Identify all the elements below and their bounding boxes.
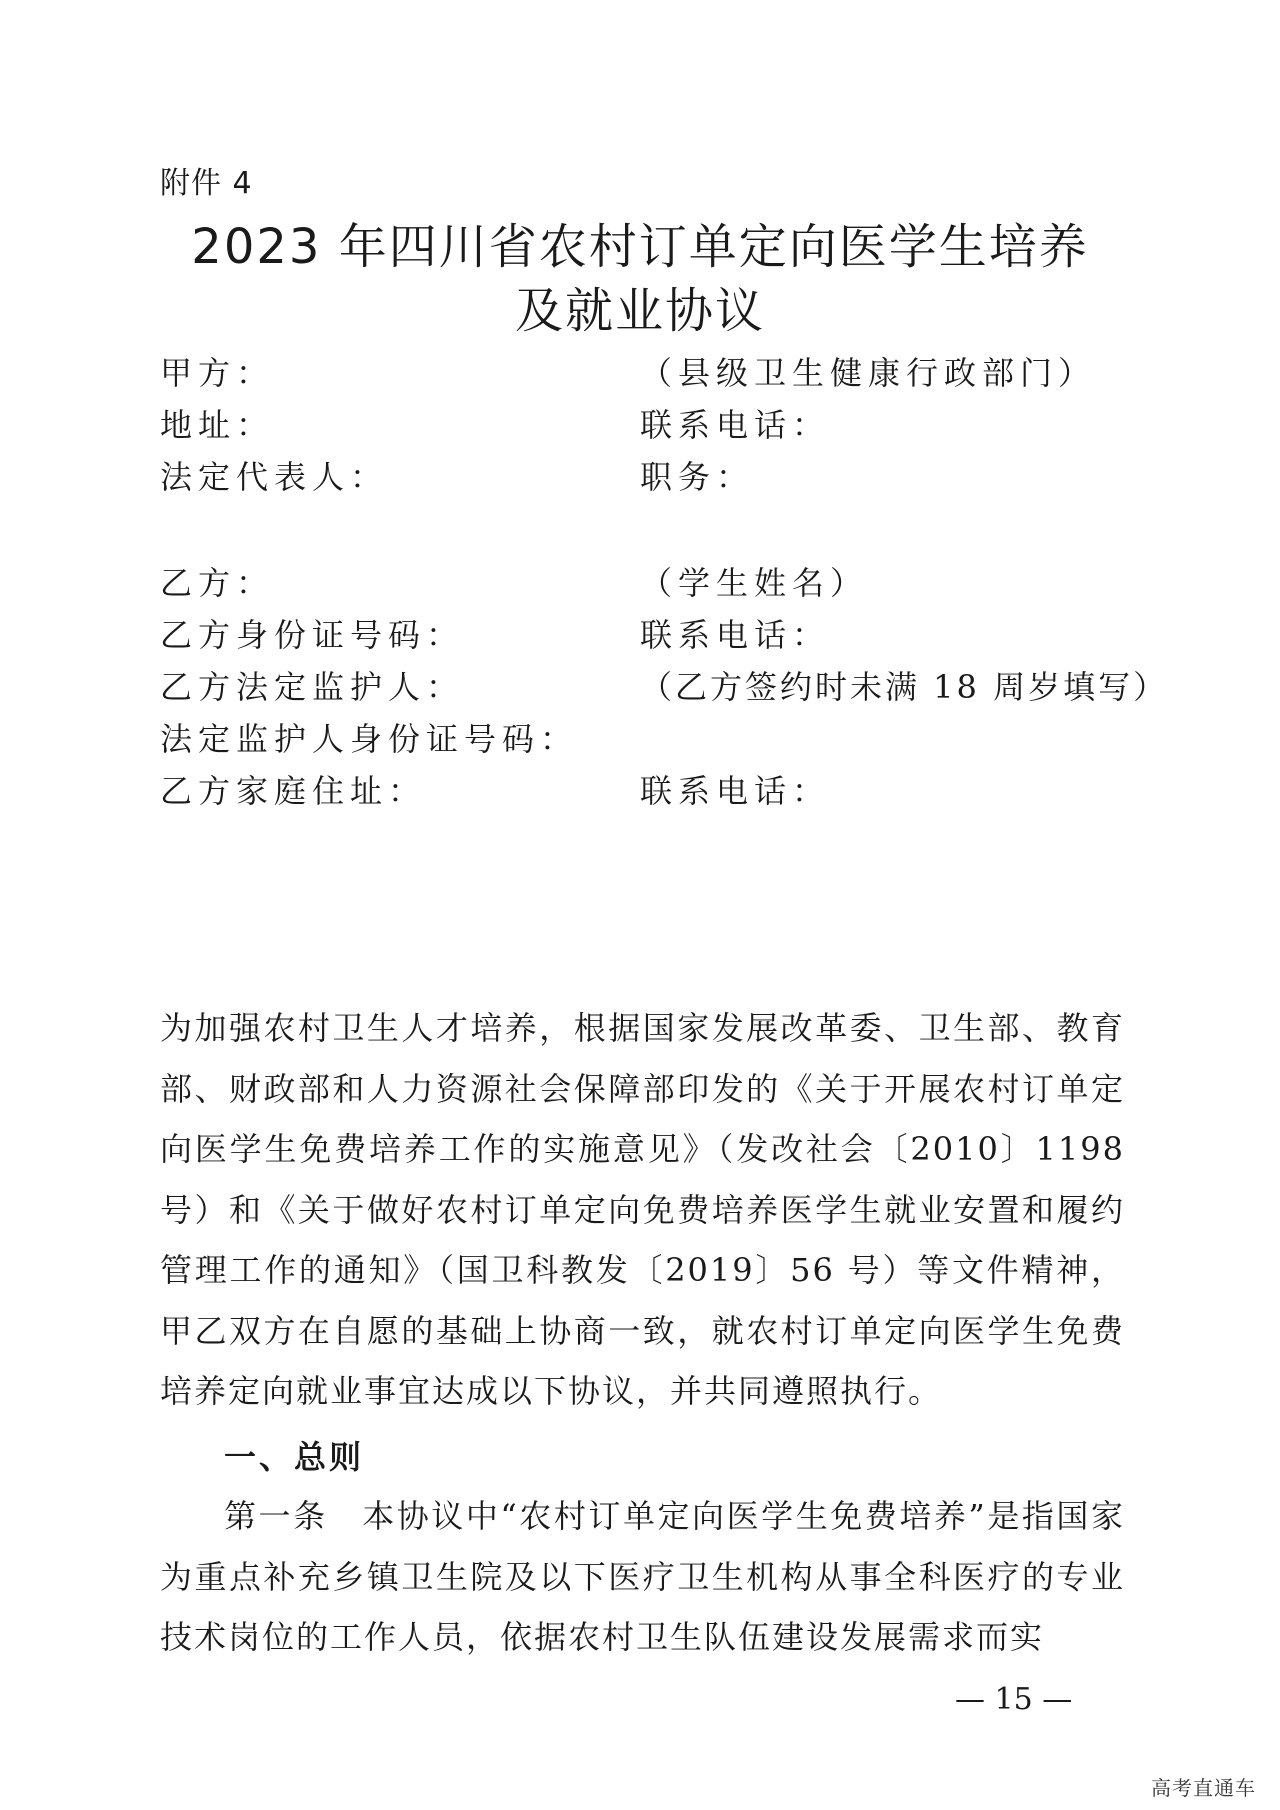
party-b-guardian-label: 乙方法定监护人： — [160, 668, 465, 706]
party-b-guardian-note: （乙方签约时未满 18 周岁填写） — [640, 668, 1169, 706]
watermark-text: 高考直通车 — [1151, 1776, 1256, 1800]
party-a-name-label: 甲方： — [160, 354, 275, 392]
page-number: — 15 — — [955, 1682, 1073, 1717]
document-title-line-1: 2023 年四川省农村订单定向医学生培养 — [191, 219, 1089, 275]
party-b-home-label: 乙方家庭住址： — [160, 772, 427, 810]
party-a-name-note: （县级卫生健康行政部门） — [640, 354, 1097, 392]
party-a-rep-label: 法定代表人： — [160, 458, 389, 496]
party-b-name-label: 乙方： — [160, 564, 275, 602]
intro-paragraph: 为加强农村卫生人才培养，根据国家发展改革委、卫生部、教育部、财政部和人力资源社会保障部印发的《关于开展农村订单定向医学生免费培养工作的实施意见》（发改社会〔2010〕1198 号）和《关于做好农村订单定向免费培养医学生就业安置和履约管理工作的通知》（国卫科教发〔2019〕56 号）等文件精神，甲乙双方在自愿的基础上协商一致，就农村订单定向医学生免费培养定向就业事宜达成以下协议，并共同遵照执行。 — [160, 1009, 1125, 1410]
guardian-id-label: 法定监护人身份证号码： — [160, 720, 579, 758]
party-a-phone-label: 联系电话： — [640, 406, 831, 444]
document-title-line-2: 及就业协议 — [514, 283, 765, 339]
party-b-phone-label: 联系电话： — [640, 616, 831, 654]
attachment-label: 附件 4 — [160, 166, 253, 201]
party-b-id-label: 乙方身份证号码： — [160, 616, 465, 654]
party-a-address-label: 地址： — [160, 406, 275, 444]
section-heading: 一、总则 — [224, 1438, 365, 1476]
article-1-paragraph: 第一条 本协议中“农村订单定向医学生免费培养”是指国家为重点补充乡镇卫生院及以下医疗卫生机构从事全科医疗的专业技术岗位的工作人员，依据农村卫生队伍建设发展需求而实 — [160, 1497, 1125, 1656]
party-b-home-phone-label: 联系电话： — [640, 772, 831, 810]
party-b-name-note: （学生姓名） — [640, 564, 869, 602]
party-a-position-label: 职务： — [640, 458, 755, 496]
